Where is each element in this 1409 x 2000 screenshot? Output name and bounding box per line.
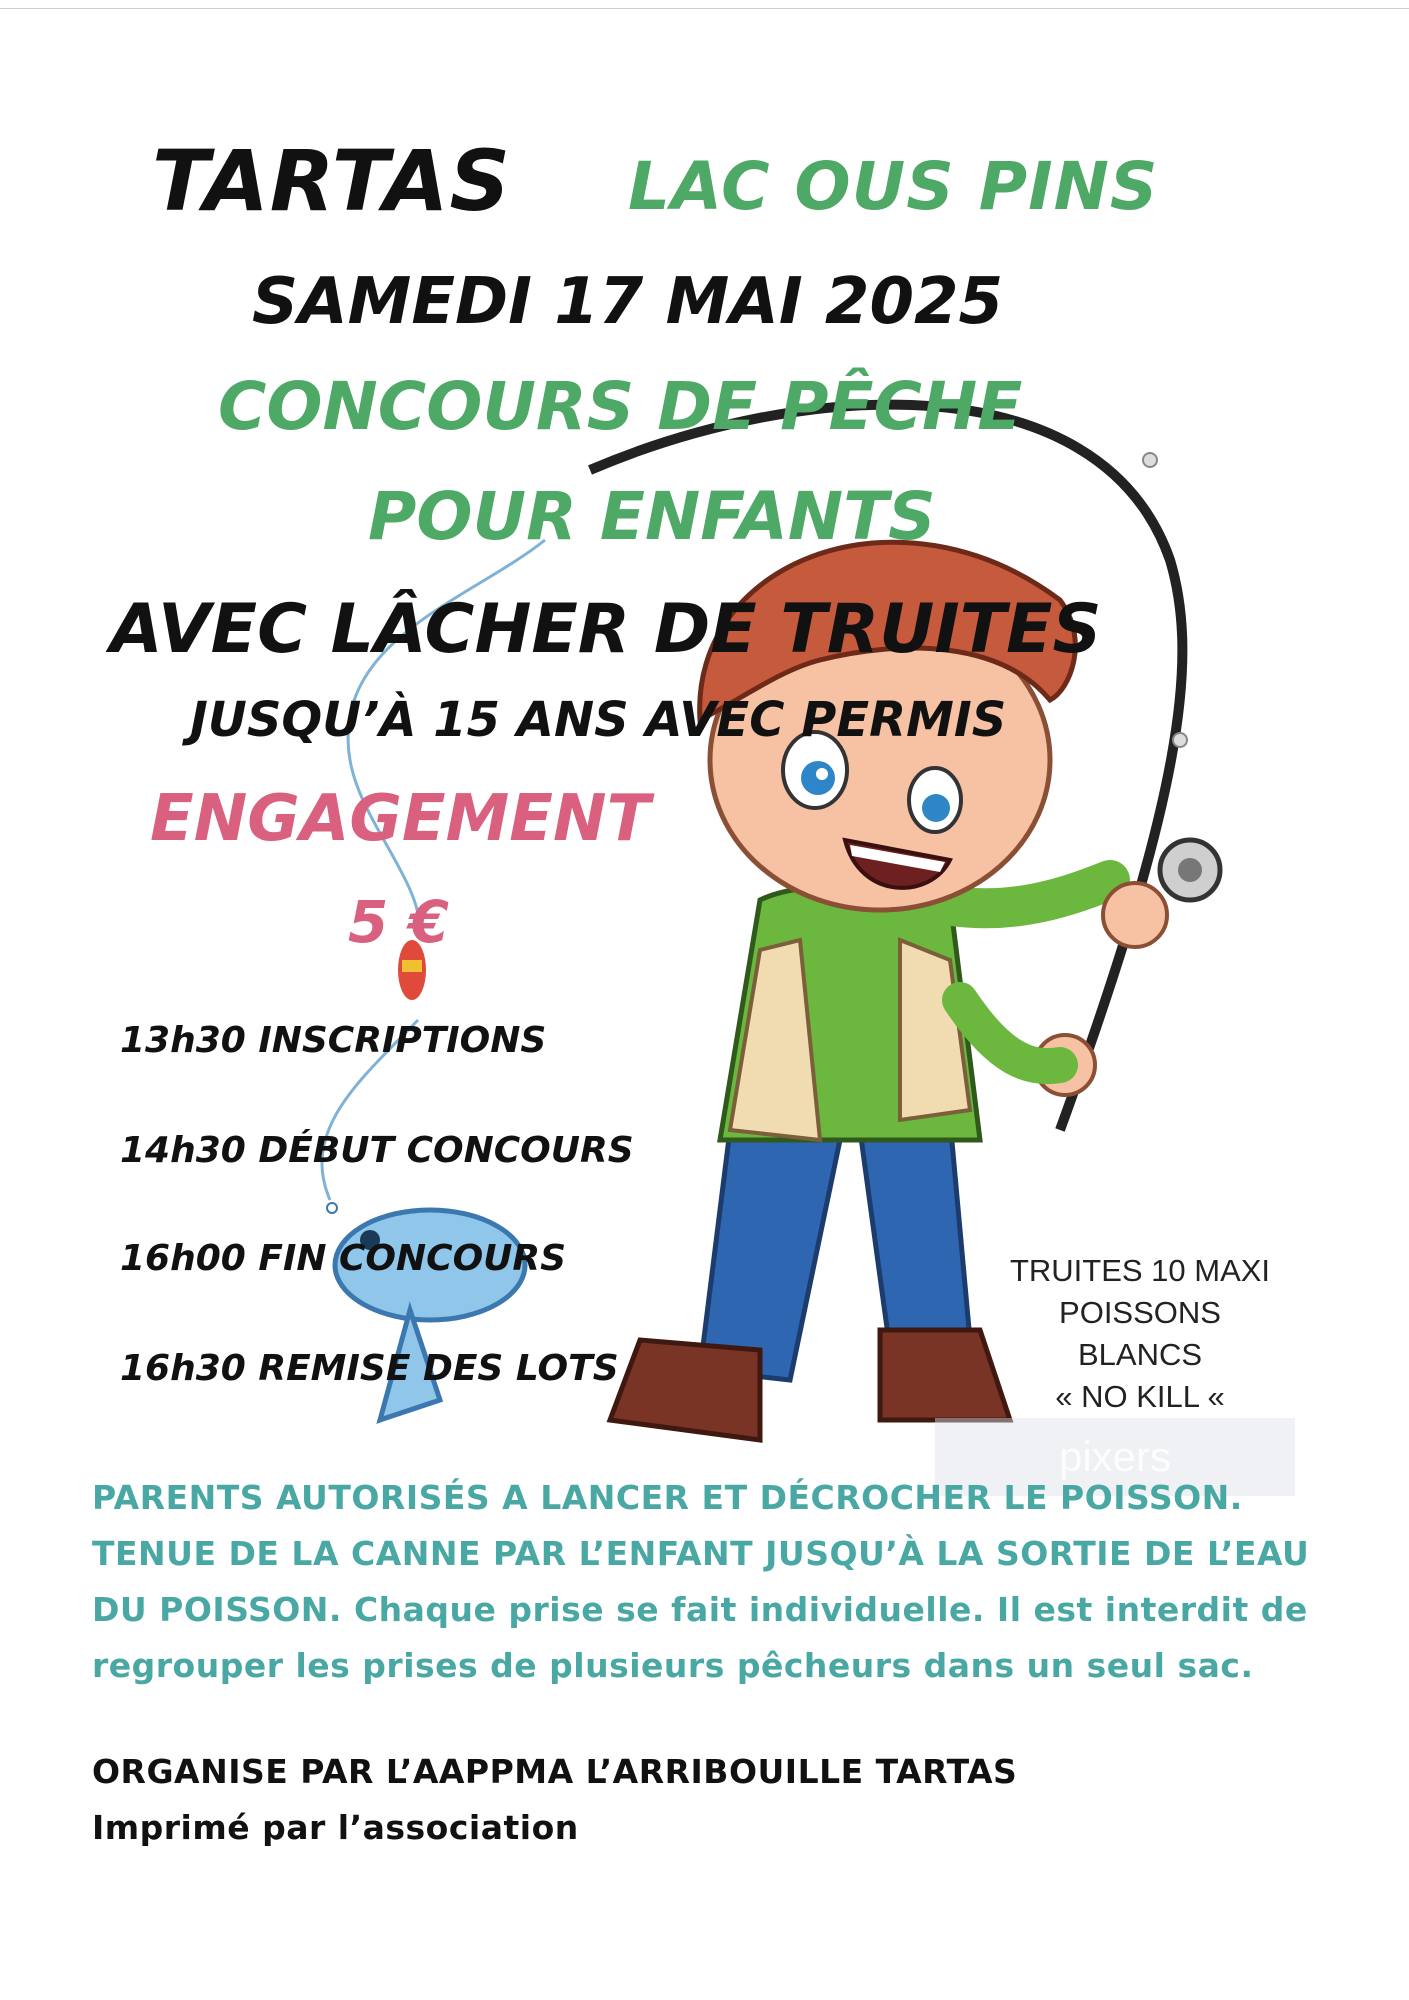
side-note bbox=[960, 1250, 1320, 1418]
event-date: SAMEDI 17 MAI 2025 bbox=[252, 265, 1004, 339]
rules-paragraph: PARENTS AUTORISÉS A LANCER ET DÉCROCHER LE POISSON. TENUE DE LA CANNE PAR L’ENFANT JUSQU’À LA SORTIE DE L’EAU DU POISSON. Chaque prise se fait individuelle. Il est interdit de regrouper les prises de plusieurs pêcheurs dans un seul sac. bbox=[92, 1478, 1310, 1685]
schedule-item: 14h30 DÉBUT CONCOURS bbox=[120, 1130, 634, 1171]
schedule-item: 13h30 INSCRIPTIONS bbox=[120, 1020, 547, 1061]
schedule-item: 16h30 REMISE DES LOTS bbox=[120, 1348, 619, 1389]
event-title-line1: CONCOURS DE PÊCHE bbox=[218, 368, 1023, 445]
schedule-item: 16h00 FIN CONCOURS bbox=[120, 1238, 567, 1279]
side-note-line: TRUITES 10 MAXI bbox=[1009, 1253, 1271, 1288]
age-limit-line: JUSQU’À 15 ANS AVEC PERMIS bbox=[190, 692, 1007, 748]
event-title-line2: POUR ENFANTS bbox=[368, 478, 936, 555]
fee-amount: 5 € bbox=[348, 888, 449, 956]
organizer-line: ORGANISE PAR L’AAPPMA L’ARRIBOUILLE TARTAS bbox=[92, 1752, 1018, 1791]
side-note-line: « NO KILL « bbox=[1055, 1379, 1225, 1414]
place-title: LAC OUS PINS bbox=[628, 148, 1159, 225]
side-note-line: POISSONS bbox=[1059, 1295, 1221, 1330]
side-note-line: BLANCS bbox=[1077, 1337, 1203, 1372]
pixers-watermark: pixers bbox=[935, 1418, 1295, 1496]
trout-release-line: AVEC LÂCHER DE TRUITES bbox=[110, 590, 1102, 669]
fee-label: ENGAGEMENT bbox=[150, 782, 651, 856]
town-title: TARTAS bbox=[152, 132, 511, 230]
printer-line: Imprimé par l’association bbox=[92, 1808, 579, 1847]
